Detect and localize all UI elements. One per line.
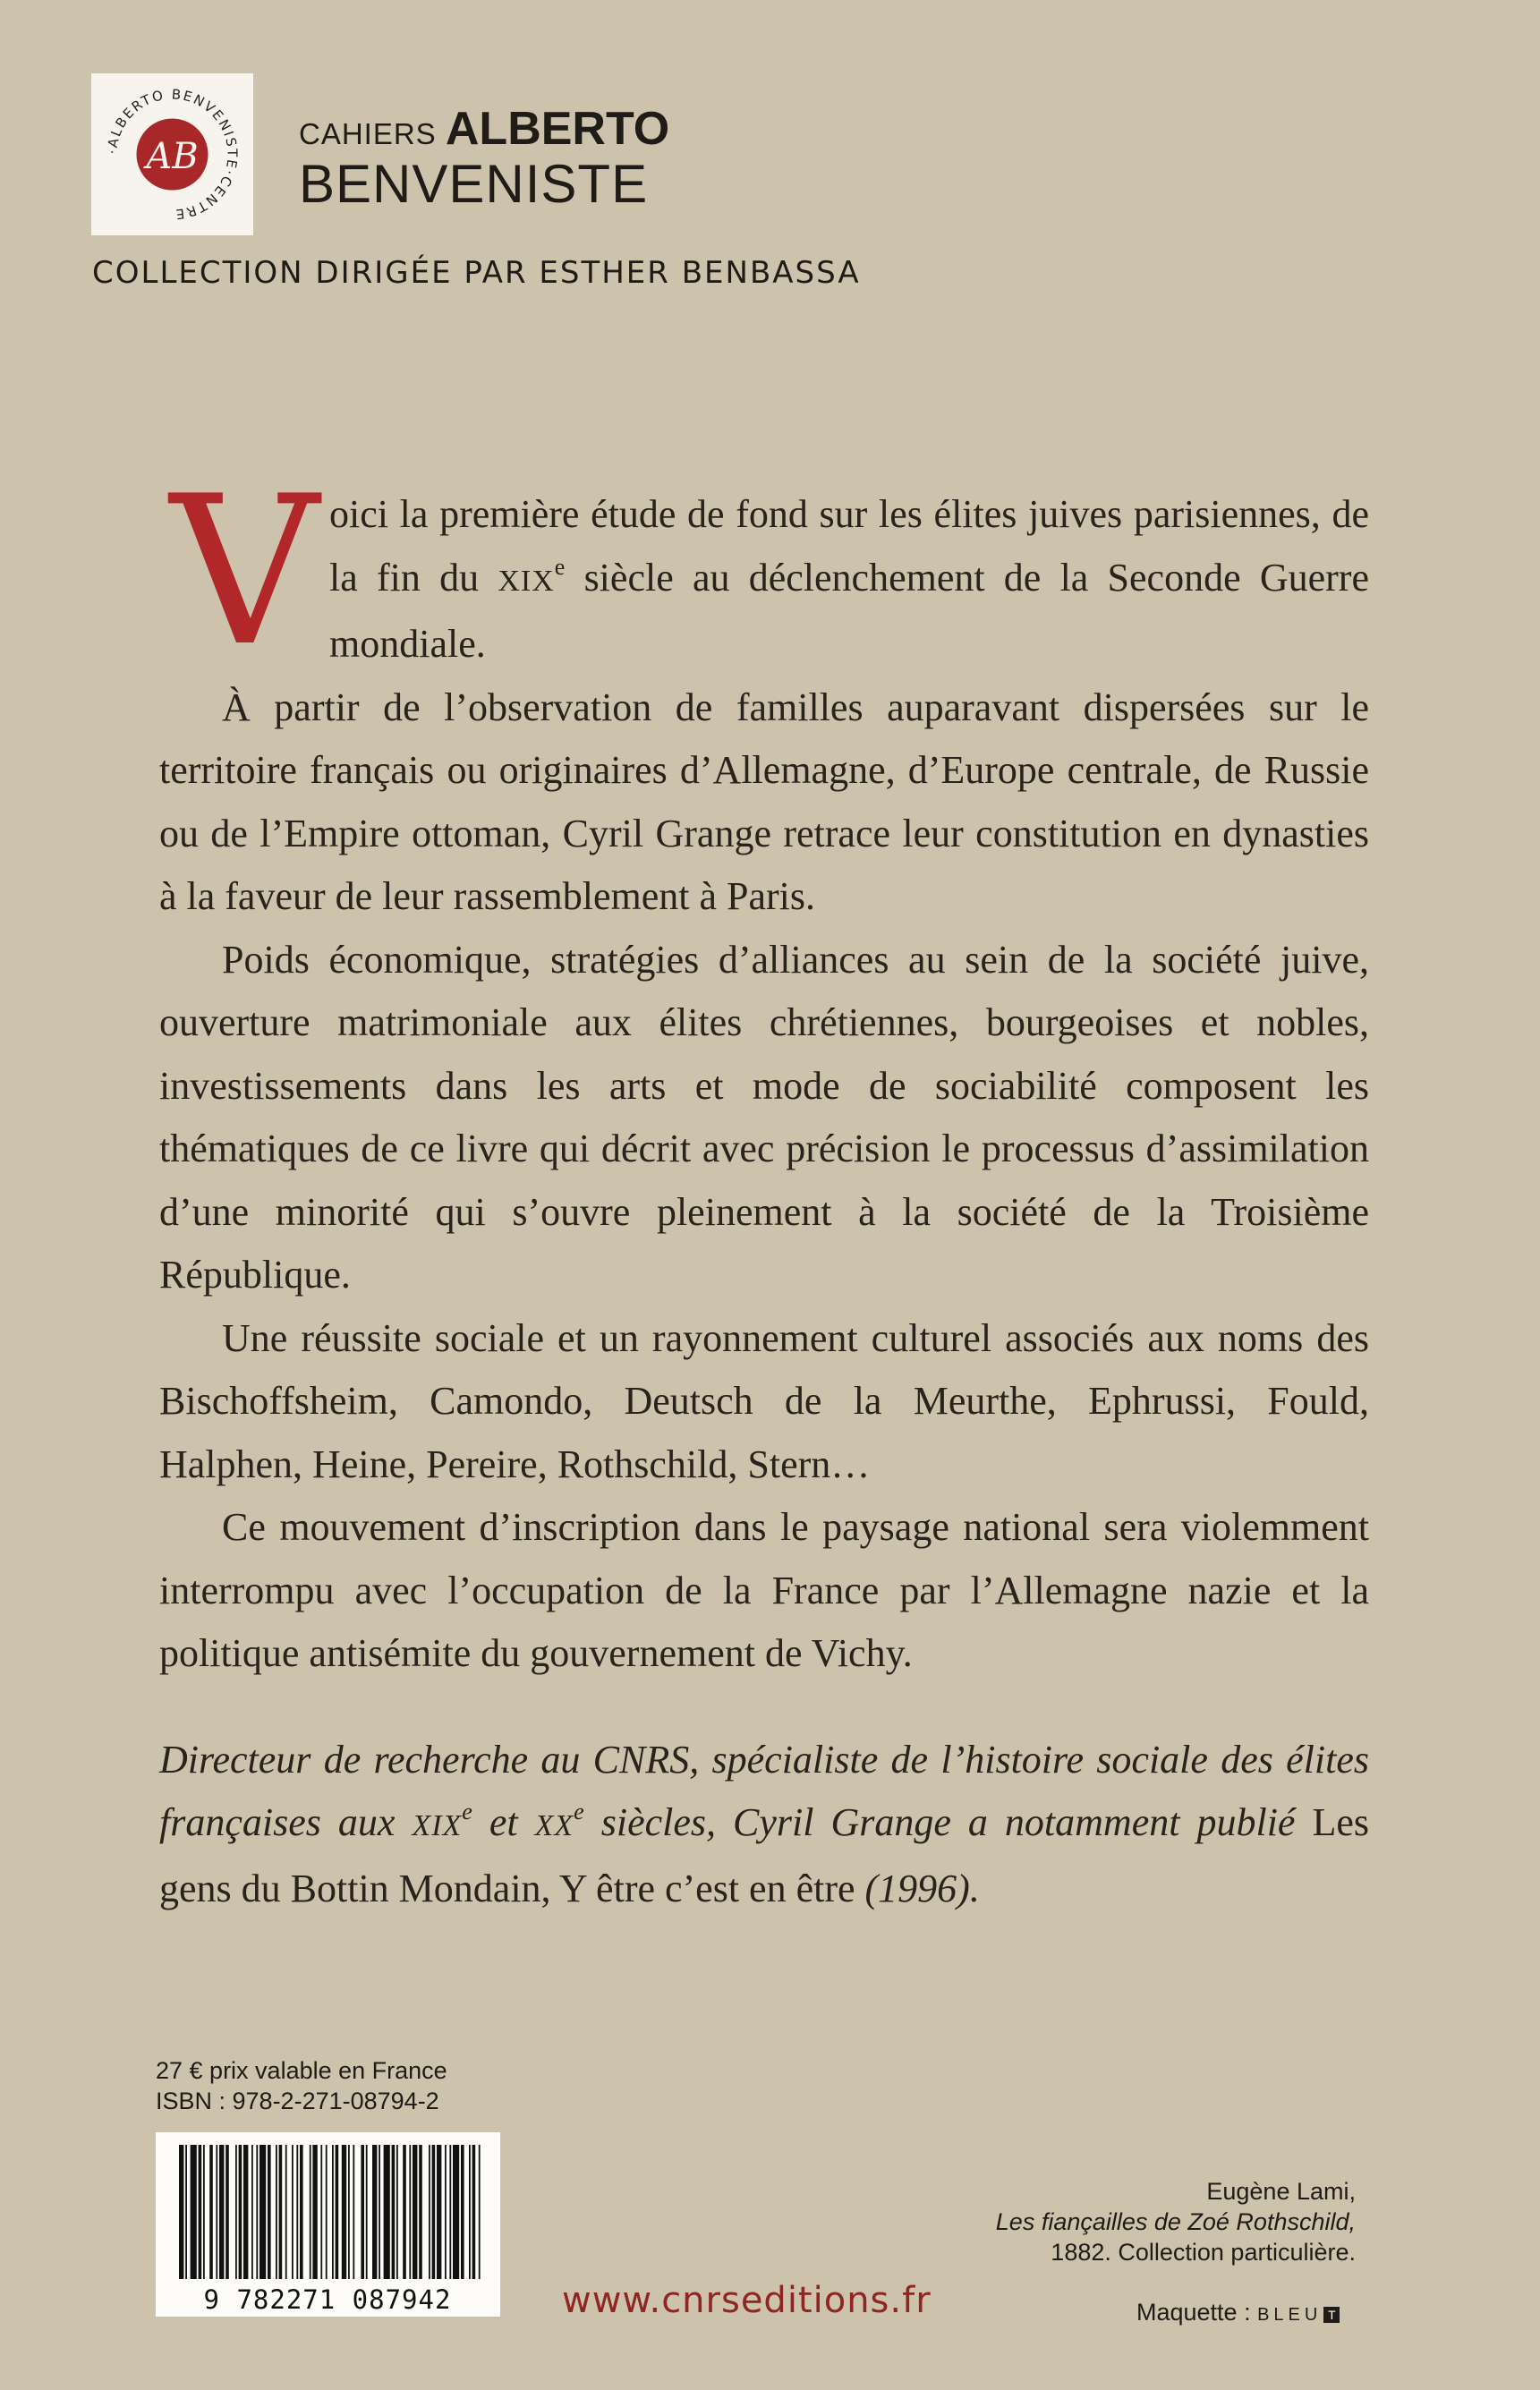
barcode-bar bbox=[449, 2145, 451, 2279]
series-prefix: CAHIERS bbox=[299, 117, 437, 150]
barcode-bar bbox=[453, 2145, 459, 2279]
design-credit-label: Maquette : bbox=[1136, 2299, 1258, 2326]
barcode-bars-icon bbox=[156, 2132, 500, 2317]
barcode-bar bbox=[366, 2145, 368, 2279]
barcode-bar bbox=[332, 2145, 334, 2279]
barcode-bar bbox=[216, 2145, 217, 2279]
design-studio-name: BLEU bbox=[1257, 2305, 1323, 2325]
barcode-bar bbox=[296, 2145, 298, 2279]
barcode-bar bbox=[203, 2145, 205, 2279]
barcode-bar bbox=[320, 2145, 322, 2279]
design-studio-mark-icon: T bbox=[1323, 2307, 1340, 2323]
barcode-bar bbox=[372, 2145, 377, 2279]
barcode-bar bbox=[256, 2145, 258, 2279]
barcode-bar bbox=[191, 2145, 197, 2279]
barcode-bar bbox=[469, 2145, 471, 2279]
barcode-bar bbox=[251, 2145, 253, 2279]
blurb-paragraph-3: Poids économique, stratégies d’alliances au sein de la société juive, ouverture matrimoniale aux élites chrétiennes, bourgeoises et nobles, investissements dans les arts et mode de sociabilité composent les thématiques de ce livre qui décrit avec précision le processus d’assimilation d’une minorité qui s’ouvre pleinement à la société de la Troisième République. bbox=[159, 937, 1369, 1297]
barcode-bar bbox=[348, 2145, 350, 2279]
bio-century-2: XX bbox=[534, 1809, 574, 1842]
barcode-bar bbox=[326, 2145, 328, 2279]
bio-book-title: Les gens du Bottin Mondain, Y être c’est en être bbox=[159, 1800, 1369, 1910]
barcode-bar bbox=[235, 2145, 237, 2279]
barcode-bar bbox=[243, 2145, 248, 2279]
isbn-line: ISBN : 978-2-271-08794-2 bbox=[156, 2088, 439, 2114]
bio-middle: siècles, Cyril Grange a notamment publié bbox=[583, 1800, 1313, 1844]
collection-editor-line: COLLECTION DIRIGÉE PAR ESTHER BENBASSA bbox=[92, 255, 861, 291]
barcode-bar bbox=[419, 2145, 422, 2279]
series-title bbox=[299, 103, 670, 214]
credit-artist: Eugène Lami, bbox=[1206, 2178, 1356, 2205]
cover-illustration-credit bbox=[996, 2176, 1356, 2267]
design-credit bbox=[1136, 2299, 1340, 2326]
century-roman: XIX bbox=[498, 564, 555, 598]
barcode-bar bbox=[219, 2145, 224, 2279]
barcode-bar bbox=[199, 2145, 202, 2279]
bio-and: et bbox=[472, 1800, 535, 1844]
barcode-bar bbox=[396, 2145, 398, 2279]
barcode-bar bbox=[276, 2145, 277, 2279]
barcode-bar bbox=[310, 2145, 311, 2279]
barcode-bar bbox=[392, 2145, 396, 2279]
barcode-digits: 9 782271 087942 bbox=[203, 2284, 452, 2315]
barcode-bar bbox=[268, 2145, 271, 2279]
barcode-bar bbox=[239, 2145, 242, 2279]
bio-start: Directeur de recherche au CNRS, spécialiste de l’histoire sociale des élites françaises aux bbox=[159, 1738, 1369, 1844]
barcode-bar bbox=[409, 2145, 411, 2279]
series-name-first: ALBERTO bbox=[445, 103, 670, 155]
bio-year: (1996). bbox=[855, 1867, 980, 1910]
price-block bbox=[156, 2055, 447, 2116]
logo-seal-icon bbox=[91, 73, 253, 235]
barcode-bar bbox=[413, 2145, 417, 2279]
author-bio bbox=[159, 1729, 1369, 1920]
blurb-p1-start: oici la première étude de fond sur les élites juives parisiennes, de la fin du bbox=[329, 492, 1369, 600]
logo-initials: AB bbox=[146, 136, 199, 177]
price-line: 27 € prix valable en France bbox=[156, 2057, 447, 2084]
barcode-bar bbox=[279, 2145, 283, 2279]
barcode-bar bbox=[479, 2145, 481, 2279]
barcode-bar bbox=[429, 2145, 430, 2279]
barcode-bar bbox=[353, 2145, 354, 2279]
barcode-bar bbox=[379, 2145, 380, 2279]
blurb-text bbox=[159, 483, 1369, 1686]
barcode-bar bbox=[285, 2145, 287, 2279]
barcode-bar bbox=[336, 2145, 339, 2279]
blurb-paragraph-2: À partir de l’observation de familles auparavant dispersées sur le territoire français ou originaires d’Allemagne, d’Europe centrale, de Russie ou de l’Empire ottoman, Cyril Grange retrace leur constitution en dynasties à la faveur de leur rassemblement à Paris. bbox=[159, 685, 1369, 918]
blurb-paragraph-1 bbox=[159, 483, 1369, 676]
drop-cap: V bbox=[170, 453, 319, 692]
credit-date-collection: 1882. Collection particulière. bbox=[1051, 2239, 1356, 2266]
barcode-bar bbox=[292, 2145, 294, 2279]
logo-ring-text: ·ALBERTO BENVENISTE·CENTRE bbox=[104, 86, 241, 223]
century-suffix: e bbox=[554, 553, 566, 580]
series-name-second: BENVENISTE bbox=[299, 154, 649, 214]
credit-artwork-title: Les fiançailles de Zoé Rothschild, bbox=[995, 2208, 1356, 2235]
barcode-bar bbox=[472, 2145, 476, 2279]
barcode-bar bbox=[179, 2145, 183, 2279]
bio-century-2-suffix: e bbox=[574, 1799, 584, 1824]
bio-century-1-suffix: e bbox=[462, 1799, 472, 1824]
barcode-bar bbox=[445, 2145, 447, 2279]
barcode-bar bbox=[300, 2145, 303, 2279]
barcode-bar bbox=[432, 2145, 436, 2279]
blurb-p1-end: siècle au déclenchement de la Seconde Guerre mondiale. bbox=[329, 555, 1369, 666]
barcode-bar bbox=[185, 2145, 187, 2279]
barcode-bar bbox=[461, 2145, 464, 2279]
barcode bbox=[156, 2132, 500, 2317]
centre-alberto-benveniste-logo bbox=[91, 73, 253, 235]
barcode-bar bbox=[342, 2145, 346, 2279]
bio-century-1: XIX bbox=[412, 1809, 463, 1842]
blurb-paragraph-4: Une réussite sociale et un rayonnement culturel associés aux noms des Bischoffsheim, Camondo, Deutsch de la Meurthe, Ephrussi, Fould, Halphen, Heine, Pereire, Rothschild, Stern… bbox=[159, 1315, 1369, 1486]
barcode-bar bbox=[312, 2145, 317, 2279]
barcode-bar bbox=[403, 2145, 406, 2279]
barcode-bar bbox=[361, 2145, 364, 2279]
barcode-bar bbox=[209, 2145, 213, 2279]
barcode-bar bbox=[437, 2145, 441, 2279]
barcode-bar bbox=[260, 2145, 266, 2279]
blurb-paragraph-5: Ce mouvement d’inscription dans le paysage national sera violemment interrompu avec l’occupation de la France par l’Allemagne nazie et la politique antisémite du gouvernement de Vichy. bbox=[159, 1505, 1369, 1675]
barcode-bar bbox=[225, 2145, 229, 2279]
barcode-bar bbox=[384, 2145, 390, 2279]
publisher-website-link[interactable]: www.cnrseditions.fr bbox=[562, 2280, 932, 2321]
